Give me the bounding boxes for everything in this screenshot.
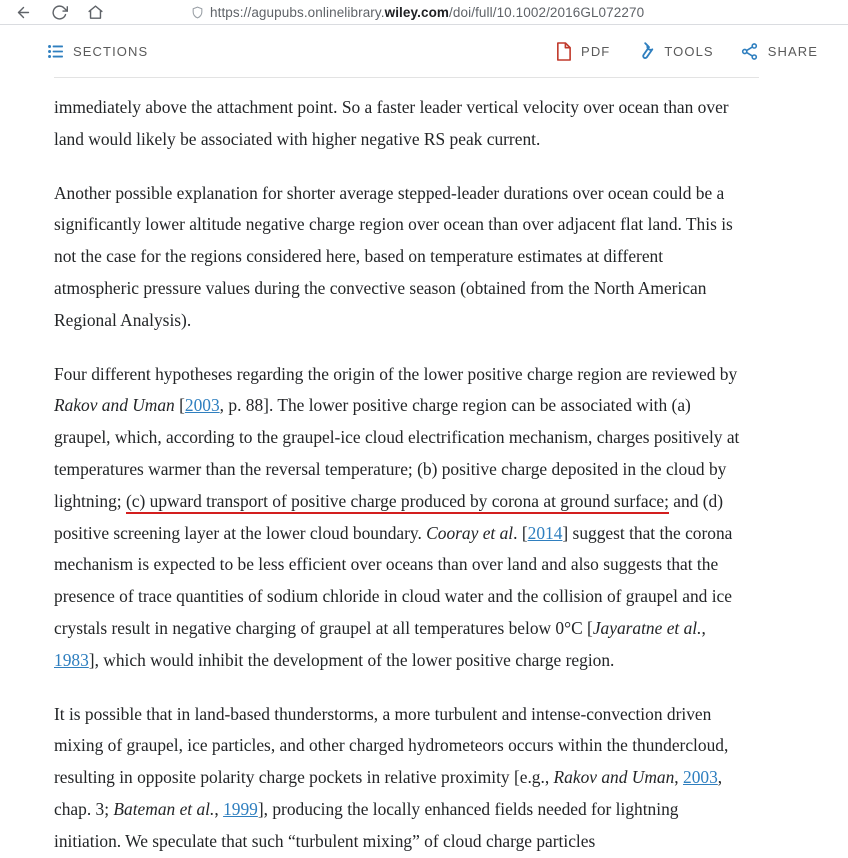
citation-link[interactable]: 1999	[223, 798, 258, 819]
text-run: ,	[701, 617, 706, 638]
text-run: ] suggest that the corona mechanism is expected to be less efficient over oceans than over land and also suggests that the presence of trace quantities of sodium chloride in cloud water and the collision of graupel and ice crystals result in negative charging of graupel at all temperatures below 0°C [	[54, 522, 733, 638]
share-icon	[740, 41, 760, 61]
text-run: [	[174, 395, 185, 416]
content-divider	[54, 77, 759, 78]
share-label: SHARE	[767, 43, 818, 59]
paragraph	[54, 178, 744, 337]
text-run: It is possible that in land-based thunderstorms, a more turbulent and intense-convection driven mixing of graupel, ice particles, and other charged hydrometeors occurs within the thundercloud, resulting in opposite polarity charge pockets in relative proximity [e.g.,	[54, 703, 729, 788]
text-run: , chap. 3;	[54, 767, 723, 819]
text-run: ], producing the locally enhanced fields needed for lightning initiation. We speculate that such “turbulent mixing” of cloud charge particles	[54, 798, 679, 851]
citation-link[interactable]: 2014	[527, 522, 563, 543]
highlighted-text: (c) upward transport of positive charge produced by corona at ground surface;	[126, 491, 669, 514]
paragraph	[54, 92, 744, 156]
sections-label: SECTIONS	[73, 43, 149, 59]
tools-label: TOOLS	[664, 43, 714, 59]
text-run: ,	[674, 767, 683, 788]
url-text	[210, 5, 644, 20]
share-button[interactable]	[740, 41, 818, 61]
list-icon	[48, 45, 63, 58]
paragraph-container	[54, 92, 748, 858]
author-name: Rakov and Uman	[54, 395, 175, 416]
pdf-icon	[553, 41, 573, 61]
sections-button[interactable]	[48, 44, 148, 59]
citation-link[interactable]: 1983	[54, 649, 89, 670]
text-run: , p. 88]. The lower positive charge region can be associated with (a) graupel, which, according to the graupel-ice cloud electrification mechanism, charges positively at temperatures warmer than the reversal temperature; (b) positive charge deposited in the cloud by lightning;	[54, 395, 740, 511]
author-name: Rakov and Uman	[553, 767, 675, 788]
text-run: ], which would inhibit the development of the lower positive charge region.	[88, 649, 615, 670]
wrench-icon	[636, 41, 656, 61]
text-run: . [	[513, 522, 528, 543]
paragraph	[54, 699, 744, 858]
author-name: Jayaratne et al.	[592, 617, 702, 638]
text-run: Four different hypotheses regarding the origin of the lower positive charge region are reviewed by	[54, 363, 738, 384]
article-toolbar	[0, 25, 848, 77]
browser-nav-icons	[8, 3, 104, 21]
article-body	[0, 77, 848, 858]
tools-button[interactable]	[636, 41, 713, 61]
url-suffix: /doi/full/10.1002/2016GL072270	[449, 4, 645, 20]
author-name: Bateman et al.	[113, 798, 215, 819]
reload-icon[interactable]	[50, 3, 68, 21]
author-name: Cooray et al	[426, 522, 514, 543]
text-run: Another possible explanation for shorter average stepped-leader durations over ocean could be a significantly lower altitude negative charge region over ocean than over adjacent flat land. This is not the case for the regions considered here, based on temperature estimates at different atmospheric pressure values during the convective season (obtained from the North American Regional Analysis).	[54, 182, 733, 330]
back-arrow-icon[interactable]	[14, 3, 32, 21]
url-host: wiley.com	[384, 4, 450, 20]
address-bar[interactable]	[190, 0, 644, 24]
home-icon[interactable]	[86, 3, 104, 21]
browser-toolbar	[0, 0, 848, 24]
text-run: immediately above the attachment point. So a faster leader vertical velocity over ocean than over land would likely be associated with higher negative RS peak current.	[54, 97, 729, 149]
citation-link[interactable]: 2003	[683, 767, 718, 788]
text-run: and (d) positive screening layer at the lower cloud boundary.	[54, 490, 724, 543]
toolbar-actions	[553, 41, 818, 61]
text-run: ,	[214, 798, 224, 819]
article-page	[0, 25, 848, 851]
citation-link[interactable]: 2003	[184, 395, 220, 416]
shield-icon	[190, 5, 204, 19]
pdf-button[interactable]	[553, 41, 610, 61]
pdf-label: PDF	[581, 43, 611, 59]
url-prefix: https://agupubs.onlinelibrary.	[210, 4, 385, 20]
paragraph	[54, 359, 744, 677]
